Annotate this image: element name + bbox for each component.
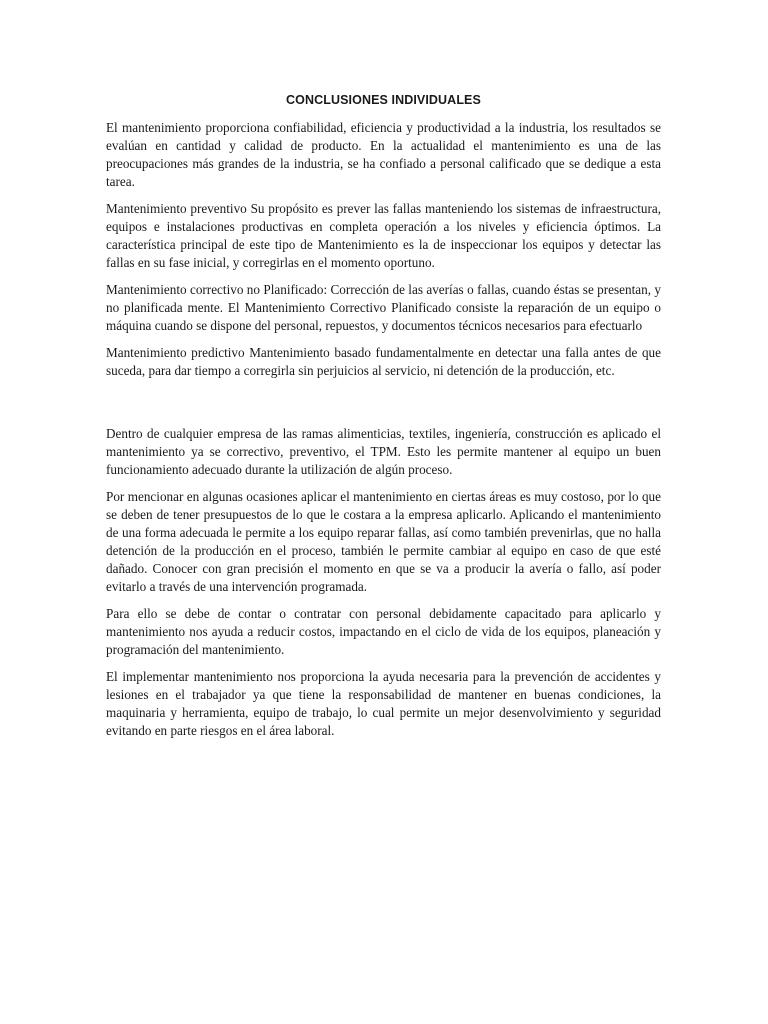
document-page <box>106 91 661 749</box>
paragraph-intro: El mantenimiento proporciona confiabilidad, eficiencia y productividad a la industria, los resultados se evalúan en cantidad y calidad de producto. En la actualidad el mantenimiento es una de las preocupaciones más grandes de la industria, se ha confiado a personal calificado que se dedique a esta tarea. <box>106 120 661 189</box>
paragraph-predictive: Mantenimiento predictivo Mantenimiento basado fundamentalmente en detectar una falla antes de que suceda, para dar tiempo a corregirla sin perjuicios al servicio, ni detención de la producción, etc. <box>106 345 661 378</box>
paragraph-costs: Por mencionar en algunas ocasiones aplicar el mantenimiento en ciertas áreas es muy costoso, por lo que se deben de tener presupuestos de lo que le costara a la empresa aplicarlo. Aplicando el mantenimiento de una forma adecuada le permite a los equipo reparar fallas, así como también prevenirlas, que no halla detención de la producción en el proceso, también le permite cambiar al equipo en caso de que esté dañado. Conocer con gran precisión el momento en que se va a producir la avería o fallo, así poder evitarlo a través de una intervención programada. <box>106 489 661 594</box>
paragraph-safety: El implementar mantenimiento nos proporciona la ayuda necesaria para la prevención de accidentes y lesiones en el trabajador ya que tiene la responsabilidad de mantener en buenas condiciones, la maquinaria y herramienta, equipo de trabajo, lo cual permite un mejor desenvolvimiento y seguridad evitando en parte riesgos en el área laboral. <box>106 669 661 738</box>
paragraph-personnel: Para ello se debe de contar o contratar con personal debidamente capacitado para aplicarlo y mantenimiento nos ayuda a reducir costos, impactando en el ciclo de vida de los equipos, planeación y programación del mantenimiento. <box>106 606 661 657</box>
section-spacer <box>106 389 661 425</box>
document-title: CONCLUSIONES INDIVIDUALES <box>286 93 481 107</box>
paragraph-preventive: Mantenimiento preventivo Su propósito es prever las fallas manteniendo los sistemas de infraestructura, equipos e instalaciones productivas en completa operación a los niveles y eficiencia óptimos. La característica principal de este tipo de Mantenimiento es la de inspeccionar los equipos y detectar las fallas en su fase inicial, y corregirlas en el momento oportuno. <box>106 201 661 270</box>
paragraph-corrective: Mantenimiento correctivo no Planificado: Corrección de las averías o fallas, cuando éstas se presentan, y no planificada mente. El Mantenimiento Correctivo Planificado consiste la reparación de un equipo o máquina cuando se dispone del personal, repuestos, y documentos técnicos necesarios para efectuarlo <box>106 282 661 333</box>
paragraph-industries: Dentro de cualquier empresa de las ramas alimenticias, textiles, ingeniería, construcción es aplicado el mantenimiento ya se correctivo, preventivo, el TPM. Esto les permite mantener al equipo un buen funcionamiento adecuado durante la utilización de algún proceso. <box>106 426 661 477</box>
